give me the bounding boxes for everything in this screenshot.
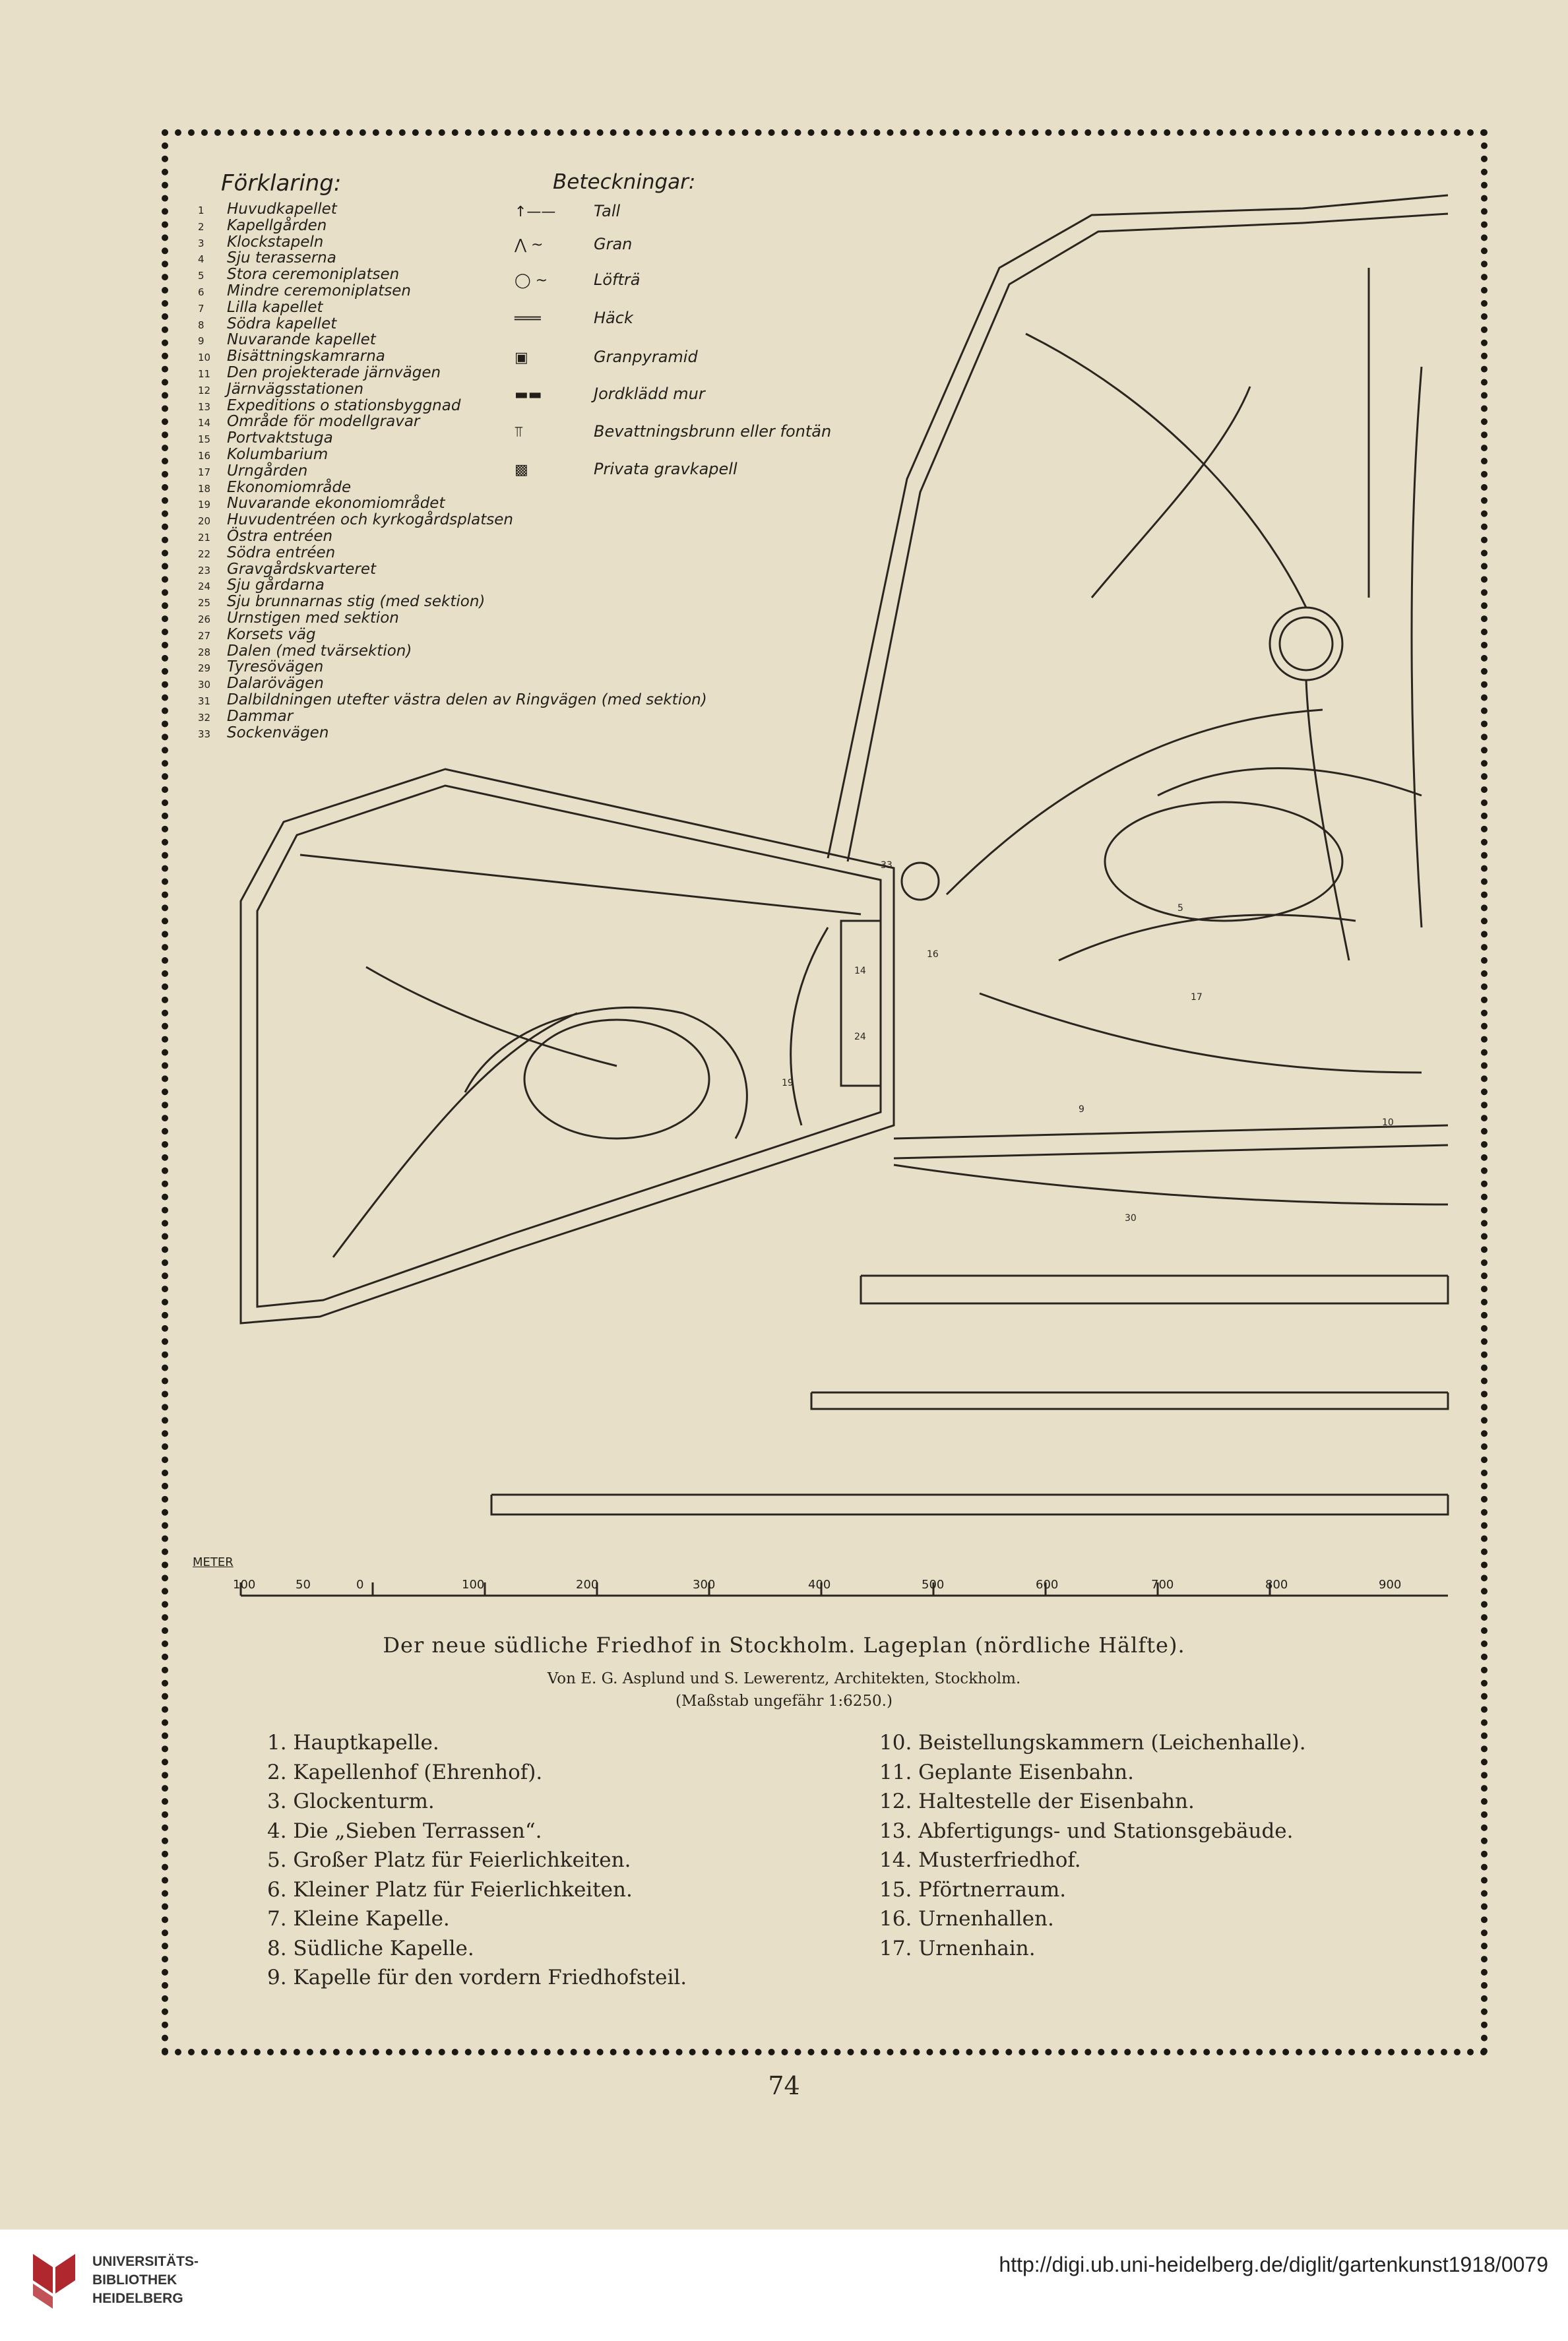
- legend-item: 11 Den projekterade järnvägen: [198, 363, 441, 381]
- scale-tick: 300: [693, 1578, 716, 1592]
- key-item: 14. Musterfriedhof.: [879, 1848, 1081, 1872]
- boundary-east: [828, 195, 1448, 858]
- legend-item: 8 Södra kapellet: [198, 315, 337, 332]
- legend-item: 25 Sju brunnarnas stig (med sektion): [198, 593, 486, 611]
- key-item: 4. Die „Sieben Terrassen“.: [267, 1819, 542, 1843]
- boundary-west-inner: [257, 786, 881, 1307]
- footer-bar: [0, 2230, 1568, 2341]
- symbol-row: ▣ Granpyramid: [515, 348, 698, 366]
- map-number-10: 10: [1382, 1117, 1394, 1128]
- east-path-c: [947, 710, 1323, 894]
- legend-item: 5 Stora ceremoniplatsen: [198, 266, 400, 284]
- key-item: 5. Großer Platz für Feierlichkeiten.: [267, 1848, 631, 1872]
- legend-item: 17 Urngården: [198, 462, 308, 480]
- legend-item: 7 Lilla kapellet: [198, 298, 323, 316]
- scale-tick: 800: [1265, 1578, 1288, 1592]
- ring-road-2: [894, 1145, 1448, 1158]
- key-item: 7. Kleine Kapelle.: [267, 1907, 450, 1931]
- pine-icon: ↑——: [515, 204, 556, 220]
- spruce-icon: ⋀ ~: [515, 237, 544, 253]
- legend-item: 21 Östra entréen: [198, 527, 333, 545]
- map-number-30: 30: [1125, 1213, 1137, 1224]
- west-path-d: [366, 967, 617, 1066]
- key-list-right: [879, 1728, 1306, 1963]
- legend-item: 12 Järnvägsstationen: [198, 380, 364, 398]
- key-item: 15. Pförtnerraum.: [879, 1877, 1067, 1902]
- symbol-row: ⋀ ~ Gran: [515, 235, 633, 253]
- legend-item: 6 Mindre ceremoniplatsen: [198, 282, 411, 299]
- map-number-33: 33: [881, 860, 893, 871]
- legend-item: 30 Dalarövägen: [198, 675, 324, 693]
- earth-wall-icon: ▬▬: [515, 387, 542, 403]
- map-number-19: 19: [782, 1078, 794, 1088]
- scale-tick: 200: [576, 1578, 599, 1592]
- east-path-g: [1092, 387, 1250, 598]
- east-path-e: [980, 993, 1422, 1073]
- legend-item: 29 Tyresövägen: [198, 658, 324, 676]
- ring-road: [894, 1125, 1448, 1139]
- map-number-9: 9: [1079, 1104, 1084, 1115]
- legend-item: 28 Dalen (med tvärsektion): [198, 642, 412, 660]
- east-path-i: [1412, 367, 1422, 927]
- scale-tick: 0: [356, 1578, 364, 1592]
- key-item: 10. Beistellungskammern (Leichenhalle).: [879, 1731, 1306, 1755]
- section-1: [861, 1276, 1448, 1303]
- legend-item: 9 Nuvarande kapellet: [198, 331, 376, 349]
- caption-authors: Von E. G. Asplund und S. Lewerentz, Architekten, Stockholm.: [547, 1670, 1021, 1687]
- library-name: UNIVERSITÄTS- BIBLIOTHEK HEIDELBERG: [92, 2254, 199, 2306]
- legend-item: 13 Expeditions o stationsbyggnad: [198, 396, 461, 414]
- key-item: 1. Hauptkapelle.: [267, 1731, 439, 1755]
- symbols-title: Beteckningar:: [553, 170, 696, 194]
- west-path-c: [333, 1013, 577, 1257]
- road-30: [894, 1165, 1448, 1204]
- key-item: 8. Südliche Kapelle.: [267, 1936, 474, 1960]
- caption-title: Der neue südliche Friedhof in Stockholm. Lageplan (nördliche Hälfte).: [383, 1633, 1185, 1658]
- spruce-pyramid-icon: ▣: [515, 350, 528, 366]
- map-number-5: 5: [1177, 903, 1183, 914]
- scale-tick: 50: [296, 1578, 311, 1592]
- legend-item: 33 Sockenvägen: [198, 724, 329, 741]
- legend-item: 15 Portvaktstuga: [198, 429, 333, 447]
- scale-tick: 100: [462, 1578, 485, 1592]
- legend-item: 10 Bisättningskamrarna: [198, 348, 385, 365]
- boundary-east-inner: [848, 214, 1448, 861]
- east-path-a: [1026, 334, 1306, 608]
- legend-item: 3 Klockstapeln: [198, 233, 324, 251]
- east-path-f: [1059, 915, 1356, 960]
- legend-item: 2 Kapellgården: [198, 216, 327, 234]
- legend-item: 24 Sju gårdarna: [198, 577, 325, 594]
- legend-item: 23 Gravgårdskvarteret: [198, 560, 376, 578]
- meter-label: METER: [193, 1555, 234, 1569]
- scale-tick: 100: [233, 1578, 256, 1592]
- page-number: 74: [768, 2071, 800, 2100]
- east-meadow: [1105, 802, 1342, 921]
- map-number-14: 14: [854, 966, 866, 976]
- key-item: 17. Urnenhain.: [879, 1936, 1036, 1960]
- legend-item: 4 Sju terasserna: [198, 249, 336, 267]
- map-number-16: 16: [927, 949, 939, 960]
- legend-item: 1 Huvudkapellet: [198, 201, 337, 218]
- scale-tick: 500: [922, 1578, 945, 1592]
- key-item: 16. Urnenhallen.: [879, 1907, 1054, 1931]
- key-item: 2. Kapellenhof (Ehrenhof).: [267, 1760, 543, 1784]
- map-number-24: 24: [854, 1032, 866, 1042]
- legend-item: 32 Dammar: [198, 707, 294, 725]
- boundary-west: [241, 769, 894, 1323]
- west-path-a: [300, 855, 861, 914]
- legend-item: 14 Område för modellgravar: [198, 413, 420, 431]
- key-item: 3. Glockenturm.: [267, 1790, 435, 1813]
- scale-tick: 400: [808, 1578, 831, 1592]
- legend-item: 22 Södra entréen: [198, 544, 336, 561]
- legend-item: 27 Korsets väg: [198, 625, 316, 643]
- deciduous-tree-icon: ◯ ~: [515, 272, 548, 289]
- fountain-icon: ⫪: [515, 424, 523, 441]
- scale-tick: 900: [1379, 1578, 1402, 1592]
- symbol-row: ▩ Privata gravkapell: [515, 460, 737, 478]
- key-item: 12. Haltestelle der Eisenbahn.: [879, 1790, 1195, 1813]
- legend-item: 26 Urnstigen med sektion: [198, 609, 399, 627]
- grave-block: [841, 921, 881, 1086]
- section-2: [811, 1392, 1448, 1409]
- key-list-left: [267, 1728, 687, 1993]
- private-chapel-icon: ▩: [515, 462, 528, 478]
- key-item: 9. Kapelle für den vordern Friedhofsteil.: [267, 1966, 687, 1989]
- legend-item: 16 Kolumbarium: [198, 445, 329, 463]
- source-url[interactable]: http://digi.ub.uni-heidelberg.de/diglit/gartenkunst1918/0079: [999, 2253, 1548, 2276]
- key-item: 11. Geplante Eisenbahn.: [879, 1760, 1135, 1784]
- tower-circle: [902, 863, 939, 900]
- symbol-row: ↑—— Tall: [515, 202, 621, 220]
- scale-tick: 700: [1151, 1578, 1174, 1592]
- legend-item: 18 Ekonomiområde: [198, 478, 352, 496]
- key-item: 6. Kleiner Platz für Feierlichkeiten.: [267, 1877, 633, 1902]
- key-item: 13. Abfertigungs- und Stationsgebäude.: [879, 1819, 1294, 1843]
- east-path-d: [1158, 768, 1422, 796]
- west-ring: [524, 1020, 709, 1139]
- scale-tick: 600: [1036, 1578, 1059, 1592]
- legend-title: Förklaring:: [221, 170, 342, 197]
- symbol-row: ▬▬ Jordklädd mur: [515, 385, 705, 403]
- caption-scale: (Maßstab ungefähr 1:6250.): [675, 1693, 893, 1710]
- symbol-row: ◯ ~ Löfträ: [515, 270, 641, 289]
- symbol-row: ⫪ Bevattningsbrunn eller fontän: [515, 422, 832, 441]
- legend-item: 20 Huvudentréen och kyrkogårdsplatsen: [198, 511, 513, 529]
- legend-item: 19 Nuvarande ekonomiområdet: [198, 495, 445, 513]
- section-3: [491, 1495, 1448, 1514]
- west-path-e: [791, 927, 828, 1125]
- legend-item: 31 Dalbildningen utefter västra delen av Ringvägen (med sektion): [198, 691, 707, 708]
- map-number-17: 17: [1191, 992, 1203, 1003]
- hedge-icon: ═══: [515, 311, 541, 327]
- symbol-row: ═══ Häck: [515, 309, 633, 327]
- west-path-b: [465, 1007, 747, 1139]
- university-library-logo-icon: [26, 2251, 79, 2310]
